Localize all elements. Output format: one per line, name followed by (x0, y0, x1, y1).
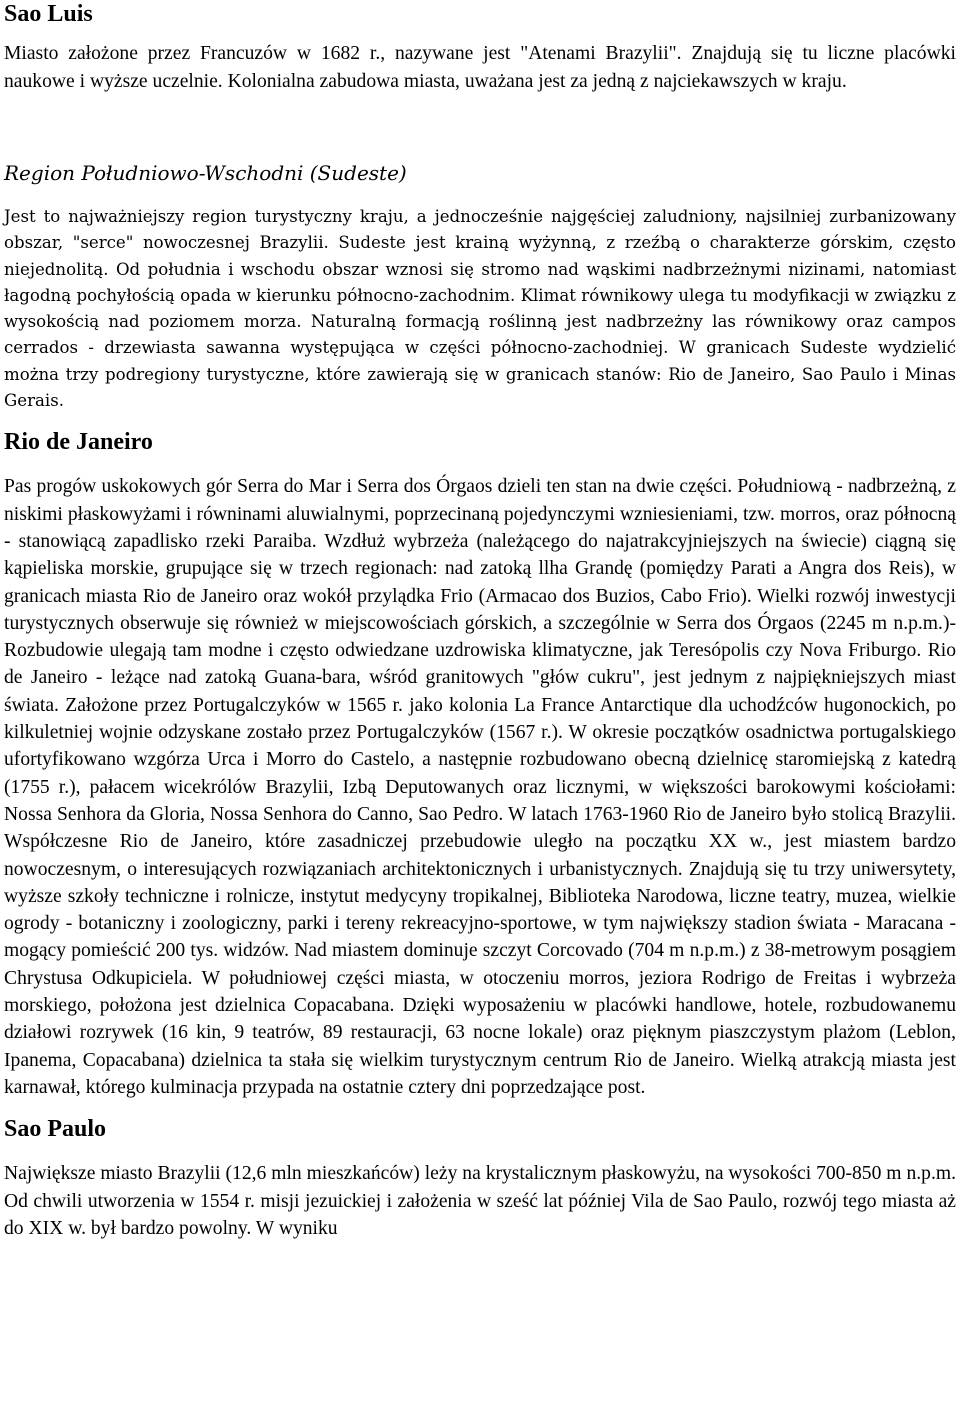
heading-sao-luis: Sao Luis (4, 1, 93, 27)
heading-rio-de-janeiro: Rio de Janeiro (4, 429, 153, 456)
document-page (4, 0, 956, 1242)
paragraph-rio-de-janeiro: Pas progów uskokowych gór Serra do Mar i Serra dos Órgaos dzieli ten stan na dwie części. Południową - nadbrzeżną, z niskimi płaskowyżami i równinami aluwialnymi, poprzecinaną pojedynczymi wzniesieniami, tzw. morros, oraz północną - stanowiącą zapadlisko rzeki Paraiba. Wzdłuż wybrzeża (należącego do najatrakcyjniejszych na świecie) ciągną się kąpieliska morskie, grupujące się w trzech regionach: nad zatoką llha Grandę (pomiędzy Parati a Angra dos Reis), w granicach miasta Rio de Janeiro oraz wokół przylądka Frio (Armacao dos Buzios, Cabo Frio). Wielki rozwój inwestycji turystycznych obserwuje się również w miejscowościach górskich, a szczególnie w Serra dos Órgaos (2245 m n.p.m.)- Rozbudowie ulegają tam modne i często odwiedzane uzdrowiska klimatyczne, jak Teresópolis czy Nova Friburgo. Rio de Janeiro - leżące nad zatoką Guana-bara, wśród granitowych "głów cukru", jest jednym z najpiękniejszych miast świata. Założone przez Portugalczyków w 1565 r. jako kolonia La France Antarctique dla uchodźców hugonockich, po kilkuletniej wojnie odzyskane zostało przez Portugalczyków (1567 r.). W okresie początków osadnictwa portugalskiego ufortyfikowano wzgórza Urca i Morro do Castelo, a następnie rozbudowano obecną dzielnicę staromiejską z katedrą (1755 r.), pałacem wicekrólów Brazylii, Izbą Deputowanych oraz licznymi, w większości barokowymi kościołami: Nossa Senhora da Gloria, Nossa Senhora do Canno, Sao Pedro. W latach 1763-1960 Rio de Janeiro było stolicą Brazylii. Współczesne Rio de Janeiro, które zasadniczej przebudowie uległo na początku XX w., jest miastem bardzo nowoczesnym, o interesujących rozwiązaniach architektonicznych i urbanistycznych. Znajdują się tu trzy uniwersytety, wyższe szkoły techniczne i rolnicze, instytut medycyny tropikalnej, Biblioteka Narodowa, liczne teatry, muzea, wielkie ogrody - botaniczny i zoologiczny, parki i tereny rekreacyjno-sportowe, w tym największy stadion świata - Maracana - mogący pomieścić 200 tys. widzów. Nad miastem dominuje szczyt Corcovado (704 m n.p.m.) z 38-metrowym posągiem Chrystusa Odkupiciela. W południowej części miasta, w otoczeniu morros, jeziora Rodrigo de Freitas i wybrzeża morskiego, położona jest dzielnica Copacabana. Dzięki wyposażeniu w placówki handlowe, hotele, rozbudowanemu działowi rozrywek (16 kin, 9 teatrów, 89 restauracji, 63 nocne lokale) oraz pięknym piaszczystym plażom (Leblon, Ipanema, Copacabana) dzielnica ta stała się wielkim turystycznym centrum Rio de Janeiro. Wielką atrakcją miasta jest karnawał, którego kulminacja przypada na ostatnie cztery dni poprzedzające post. (4, 476, 956, 1098)
paragraph-sudeste (4, 204, 956, 414)
heading-sudeste: Region Południowo-Wschodni (Sudeste) (4, 161, 407, 185)
heading-sao-paulo: Sao Paulo (4, 1116, 107, 1143)
paragraph-sao-paulo: Największe miasto Brazylii (12,6 mln mieszkańców) leży na krystalicznym płaskowyżu, na wysokości 700-850 m n.p.m. Od chwili utworzenia w 1554 r. misji jezuickiej i założenia w sześć lat później Vila de Sao Paulo, rozwój tego miasta aż do XIX w. był bardzo powolny. W wyniku (4, 1163, 956, 1239)
paragraph-sudeste-part1: Jest to najważniejszy region turystyczny kraju, a jednocześnie najgęściej zaludniony, najsilniej zurbanizowany obszar, "serce" nowoczesnej Brazylii. Sudeste jest krainą wyżynną, z rzeźbą o charakterze górskim, często niejednolitą. (4, 207, 956, 279)
paragraph-sao-luis: Miasto założone przez Francuzów w 1682 r., nazywane jest "Atenami Brazylii". Znajdują się tu liczne placówki naukowe i wyższe uczelnie. Kolonialna zabudowa miasta, uważana jest za jedną z najciekawszych w kraju. (4, 43, 956, 92)
paragraph-sudeste-part2: Od południa i wschodu obszar wznosi się stromo nad wąskimi nadbrzeżnymi nizinami, natomiast łagodną pochyłością opada w kierunku północno-zachodnim. Klimat równikowy ulega tu modyfikacji w związku z wysokością nad poziomem morza. Naturalną formacją roślinną jest nadbrzeżny las równikowy oraz campos cerrados - drzewiasta sawanna występująca w części północno-zachodniej. W granicach Sudeste wydzielić można trzy podregiony turystyczne, które zawierają się w granicach stanów: Rio de Janeiro, Sao Paulo i Minas Gerais. (4, 259, 956, 411)
